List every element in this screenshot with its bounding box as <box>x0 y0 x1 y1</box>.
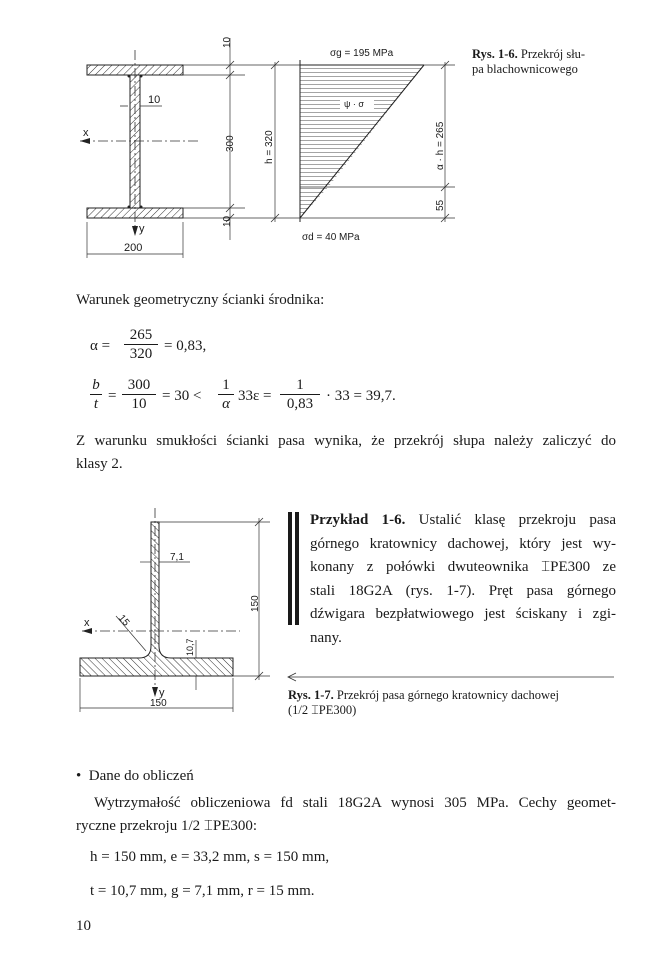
conclusion-paragraph <box>76 430 616 476</box>
caption-label: Rys. 1-7. <box>288 688 334 702</box>
values-line: h = 150 mm, e = 33,2 mm, s = 150 mm, <box>90 849 330 865</box>
data-line: Wytrzymałość obliczeniowa fd stali 18G2A wynosi 305 MPa. Cechy geomet- <box>94 795 616 811</box>
caption-text: pa blachownicowego <box>472 62 578 76</box>
dim-web-thickness: 10 <box>148 94 161 106</box>
eq2-one: 1 <box>218 376 234 395</box>
eq2-one2: 1 <box>280 376 320 395</box>
example-line: konany z połówki dwuteownika ⌶PE300 ze <box>310 559 616 575</box>
figure-1-6-caption <box>472 47 622 77</box>
eq2-alpha: α <box>222 396 230 412</box>
caption-text: (1/2 ⌶PE300) <box>288 703 357 717</box>
dim-radius: 15 <box>115 612 132 629</box>
eq2-300: 300 <box>122 376 156 395</box>
dim-flange: 10,7 <box>185 638 195 656</box>
example-line: nany. <box>310 629 342 646</box>
eq2-b: b <box>92 377 100 393</box>
eq2-equals: = <box>108 388 117 404</box>
caption-text: Przekrój słu- <box>520 47 586 61</box>
psi-sigma-label: ψ · σ <box>344 99 364 109</box>
figure-1-7-caption <box>288 688 618 718</box>
dim-height: 150 <box>250 595 261 612</box>
dim-flange-top: 10 <box>222 36 233 48</box>
axis-y-label: y <box>159 687 165 699</box>
dim-55: 55 <box>435 199 446 211</box>
conclusion-line: Z warunku smukłości ścianki pasa wynika, że przekrój słupa należy zaliczyć do <box>76 433 616 449</box>
eq2-t: t <box>93 396 99 412</box>
equation-slenderness <box>90 376 410 416</box>
conclusion-line: klasy 2. <box>76 456 123 472</box>
example-bar <box>288 512 292 625</box>
axis-y-label: y <box>139 223 145 235</box>
dim-web-height: 300 <box>225 135 236 152</box>
values-line: t = 10,7 mm, g = 7,1 mm, r = 15 mm. <box>90 883 315 899</box>
eq2-tail2: · 33 = 39,7. <box>326 388 396 404</box>
sigma-d-label: σd = 40 MPa <box>302 232 360 243</box>
example-line: Ustalić klasę przekroju pasa <box>418 512 616 528</box>
t-section <box>80 522 233 676</box>
bullet-dot: • <box>76 768 82 784</box>
bullet-text: Dane do obliczeń <box>88 768 194 784</box>
eq2-083: 0,83 <box>286 396 314 412</box>
dim-flange-bottom: 10 <box>222 215 233 227</box>
caption-label: Rys. 1-6. <box>472 47 518 61</box>
axis-x-label: x <box>83 127 89 139</box>
dim-h: h = 320 <box>264 130 275 164</box>
equation-alpha <box>90 326 290 366</box>
eq2-mid: = 30 < <box>162 388 202 404</box>
example-line: dźwigara bezpłatwiowego jest ściskany i zgi- <box>310 606 616 622</box>
figure-1-7 <box>0 500 290 725</box>
sigma-g-label: σg = 195 MPa <box>330 48 394 59</box>
eq1-lhs: α = <box>90 338 111 354</box>
eq2-10: 10 <box>131 396 147 412</box>
example-line: stali 18G2A (rys. 1-7). Pręt pasa górnego <box>310 582 616 599</box>
caption-arrow <box>286 671 616 683</box>
eq1-rhs: = 0,83, <box>164 338 207 354</box>
example-paragraph <box>310 509 616 650</box>
data-paragraph <box>76 792 616 838</box>
example-line: górnego kratownicy dachowej, który jest wy- <box>310 535 616 552</box>
example-title: Przykład 1-6. <box>310 512 406 528</box>
intro-text: Warunek geometryczny ścianki środnika: <box>76 292 325 308</box>
dim-alpha-h: α · h = 265 <box>435 121 446 170</box>
figure-1-6 <box>0 0 660 280</box>
data-line: ryczne przekroju 1/2 ⌶PE300: <box>76 818 258 834</box>
bullet-item <box>76 765 194 788</box>
eq2-tail1: 33ε = <box>238 388 272 404</box>
dim-width: 200 <box>124 242 143 254</box>
dim-width: 150 <box>150 698 167 709</box>
axis-x-label: x <box>84 617 90 629</box>
page-number: 10 <box>76 918 91 934</box>
eq1-num: 265 <box>124 326 158 345</box>
dim-web: 7,1 <box>170 552 184 563</box>
eq1-den: 320 <box>129 346 153 362</box>
caption-text: Przekrój pasa górnego kratownicy dachowej <box>336 688 560 702</box>
example-bar <box>295 512 299 625</box>
